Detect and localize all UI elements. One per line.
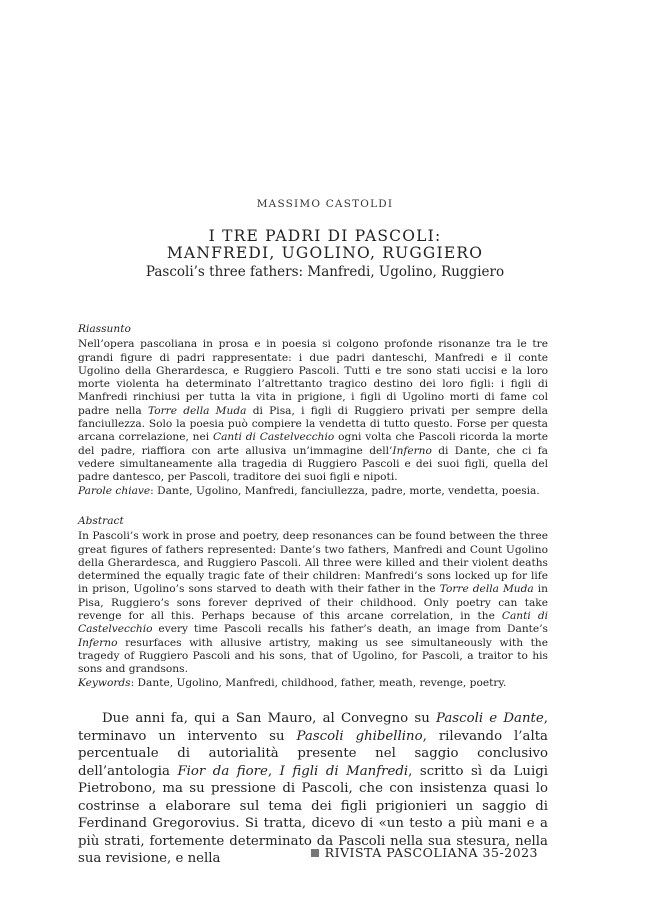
italic-text-run: Torre della Muda — [147, 404, 247, 417]
text-run: , — [267, 763, 280, 779]
keywords-text: : Dante, Ugolino, Manfredi, childhood, father, meath, revenge, poetry. — [130, 676, 507, 689]
keywords-label: Keywords — [78, 676, 131, 689]
italic-text-run: Inferno — [392, 444, 432, 457]
abstract-keywords — [78, 677, 548, 690]
body-paragraph — [78, 710, 548, 868]
keywords-text: : Dante, Ugolino, Manfredi, fanciullezza, padre, morte, vendetta, poesia. — [150, 484, 540, 497]
italic-text-run: Pascoli ghibellino — [296, 728, 423, 744]
riassunto-text — [78, 338, 548, 484]
riassunto-keywords — [78, 485, 548, 498]
italic-text-run: Canti di Castelvecchio — [78, 610, 548, 636]
text-run: In Pascoli’s work in prose and poetry, deep resonances can be found between the three great figures of fathers represented: Dante’s two fathers, Manfredi and Count Ugolino della Gherardesca, and Ruggiero Pascoli. All three were killed and their violent deaths determined the equally tragic fate of their children: Manfredi’s sons locked up for life in prison, Ugolino’s sons starved to death with their father in the — [78, 530, 548, 596]
keywords-label: Parole chiave — [78, 484, 151, 497]
journal-name: RIVISTA PASCOLIANA 35-2023 — [324, 845, 538, 860]
footer-square-icon — [311, 849, 319, 857]
text-run: , rilevando l’alta percentuale di autorialità presente nel saggio conclusivo dell’antologia — [78, 728, 548, 779]
author-name: MASSIMO CASTOLDI — [256, 198, 394, 210]
text-run: every time Pascoli recalls his father’s death, an image from Dante’s — [152, 623, 548, 636]
abstract-text — [78, 530, 548, 676]
text-run: di Dante, che ci fa vedere simultaneamente alla tragedia di Ruggiero Pascoli e dei suoi figli, quella del padre dantesco, per Pascoli, traditore dei suoi figli e nipoti. — [78, 444, 548, 484]
article-title-line-1: I TRE PADRI DI PASCOLI: — [208, 227, 442, 245]
abstract-heading: Abstract — [78, 515, 124, 527]
italic-text-run: I figli di Manfredi — [279, 763, 409, 779]
article-title-line-2: MANFREDI, UGOLINO, RUGGIERO — [166, 244, 484, 262]
abstract-section — [78, 515, 548, 690]
italic-text-run: Fior da fiore — [177, 763, 268, 779]
text-run: resurfaces with allusive artistry, making us see simultaneously with the tragedy of Ruggiero Pascoli and his sons, that of Ugolino, for Pascoli, a traitor to his sons and grandsons. — [78, 636, 548, 676]
text-run: in Pisa, Ruggiero’s sons forever deprived of their childhood. Only poetry can take revenge for all this. Perhaps because of this arcane correlation, in the — [78, 583, 548, 623]
text-run: ogni volta che Pascoli ricorda la morte del padre, riaffiora con arte allusiva un’immagine dell’ — [78, 431, 548, 457]
text-run: , terminavo un intervento su — [78, 711, 548, 744]
riassunto-heading: Riassunto — [78, 323, 131, 335]
italic-text-run: Canti di Castelvecchio — [213, 431, 335, 444]
italic-text-run: Pascoli e Dante — [436, 711, 544, 726]
text-run: , scritto sì da Luigi Pietrobono, ma su pressione di Pascoli, che con insistenza quasi lo costrinse a elaborare sul tema dei figli prigionieri un saggio di Ferdinand Gregorovius. Si tratta, dicevo di «un testo a più mani e a più strati, fortemente determinato da Pascoli nella sua stesura, nella sua revisione, e nella — [78, 763, 548, 866]
riassunto-section — [78, 323, 548, 498]
journal-footer — [311, 845, 538, 860]
text-run: Due anni fa, qui a San Mauro, al Convegno su — [102, 711, 437, 726]
italic-text-run: Inferno — [78, 636, 118, 649]
text-run: di Pisa, i figli di Ruggiero privati per sempre della fanciullezza. Solo la poesia può compiere la vendetta di tutto questo. Forse per questa arcana correlazione, nei — [78, 404, 548, 444]
article-subtitle: Pascoli’s three fathers: Manfredi, Ugolino, Ruggiero — [145, 264, 505, 280]
text-run: Nell’opera pascoliana in prosa e in poesia si colgono profonde risonanze tra le tre grandi figure di padri rappresentate: i due padri danteschi, Manfredi e il conte Ugolino della Gherardesca, e Ruggiero Pascoli. Tutti e tre sono stati uccisi e la loro morte violenta ha determinato l’altrettanto tragico destino dei loro figli: i figli di Manfredi rinchiusi per tutta la vita in prigione, i figli di Ugolino morti di fame col padre nella — [78, 338, 548, 417]
italic-text-run: Torre della Muda — [439, 583, 534, 596]
